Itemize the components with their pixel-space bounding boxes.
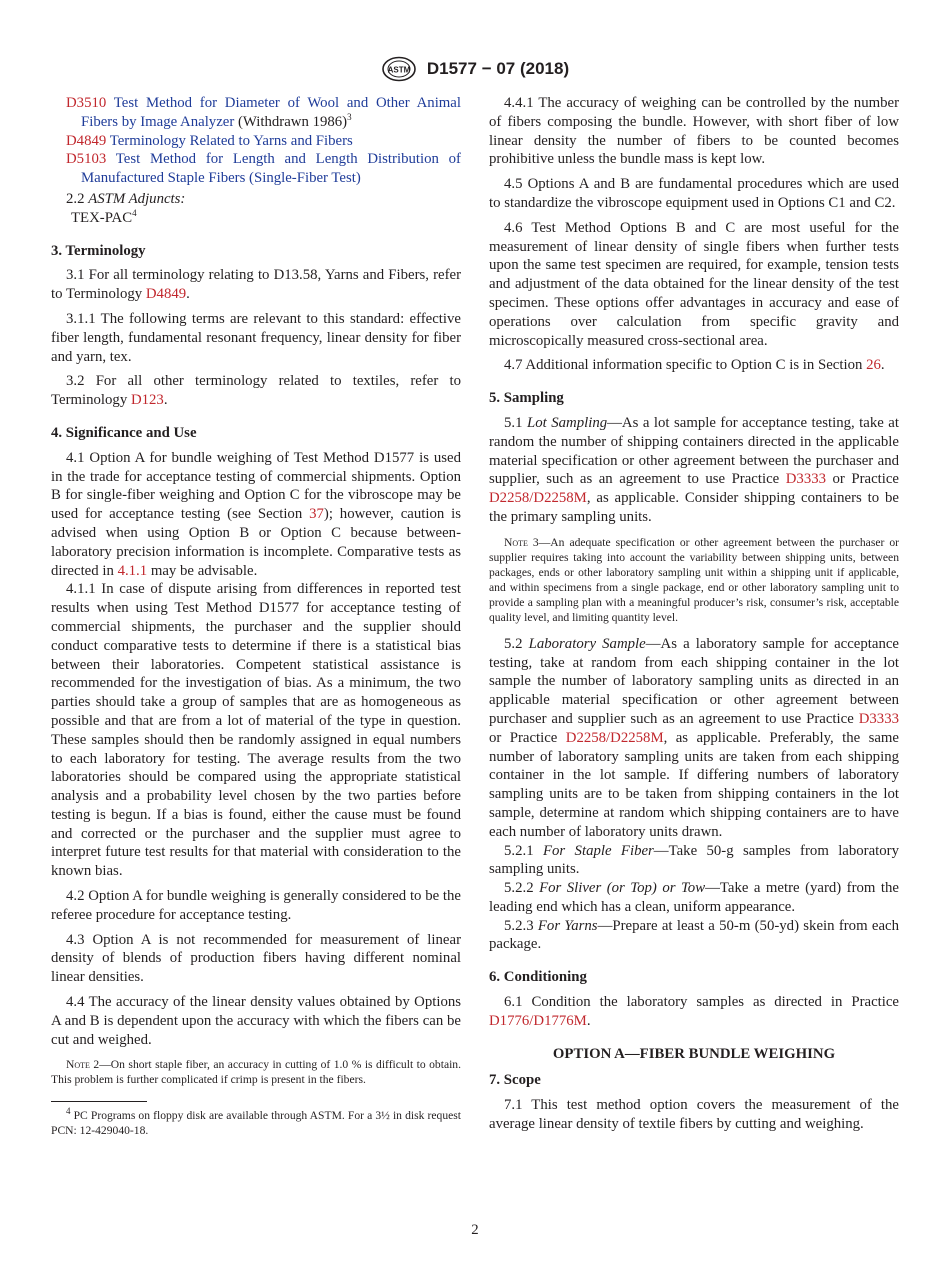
paragraph-4-6: 4.6 Test Method Options B and C are most useful for the measurement of linear density of single fibers when further tests upon the same test specimen are required, for example, tension tests and adjustment of the data obtained for the linear density of the test specimen. These options offer advantages in accuracy and ease of operations over calculation from specific gravity and microscopically measured cross-sectional area. (489, 219, 899, 349)
ref-title-link[interactable]: Test Method for Diameter of Wool and Other Animal Fibers by Image Analyzer (81, 95, 461, 130)
document-id: D1577 − 07 (2018) (426, 59, 570, 78)
adjunct-item: TEX-PAC$^4$ (71, 207, 137, 226)
paragraph-5-2-3: 5.2.3 For Yarns—Prepare at least a 50-m (50-yd) skein from each package. (489, 917, 899, 953)
reference-d4849 (66, 132, 461, 151)
paragraph-5-2-2: 5.2.2 For Sliver (or Top) or Tow—Take a metre (yard) from the leading end which has a clean, uniform appearance. (489, 880, 899, 915)
paragraph-4-4-1: 4.4.1 The accuracy of weighing can be controlled by the number of fibers composing the bundle. However, with short fiber of low linear density the number of fibers to be counted becomes prohibitive unless the bundle mass is kept low. (489, 95, 899, 168)
footnote-divider (51, 1101, 147, 1102)
ref-title-link[interactable]: Test Method for Length and Length Distribution of Manufactured Staple Fibers (Single-Fiber Test) (81, 151, 461, 187)
link-d1776[interactable]: D1776/D1776M (489, 1012, 587, 1029)
link-4-1-1[interactable]: 4.1.1 (117, 562, 148, 579)
paragraph-4-1: 4.1 Option A for bundle weighing of Test Method D1577 is used in the trade for acceptance testing of commercial shipments. Option B for single-fiber weighing and Option C for the vibroscope may be used for acceptance testing (see Section 37); however, caution is advised when using Option B or Option C because between-laboratory precision information is incomplete. Comparative tests as directed in 4.1.1 may be advisable. (51, 449, 461, 579)
reference-d3510 (66, 94, 461, 132)
paragraph-4-5: 4.5 Options A and B are fundamental procedures which are used to standardize the vibroscope equipment used in Options C1 and C2. (489, 176, 899, 211)
link-d123[interactable]: D123 (130, 392, 164, 409)
section-heading-sampling: 5. Sampling (489, 390, 564, 407)
link-d2258[interactable]: D2258/D2258M (565, 729, 664, 746)
paragraph-4-3: 4.3 Option A is not recommended for measurement of linear density of blends of production fibers having different nominal linear densities. (51, 931, 461, 986)
ref-code-link[interactable]: D4849 (66, 132, 107, 149)
ref-code-link[interactable]: D5103 (66, 151, 107, 168)
page-header (0, 56, 950, 82)
svg-text:ASTM: ASTM (387, 65, 411, 75)
right-column (489, 94, 899, 1140)
paragraph-4-4: 4.4 The accuracy of the linear density values obtained by Options A and B is dependent upon the accuracy with which the fibers can be cut and weighed. (51, 994, 461, 1048)
page-number: 2 (471, 1222, 479, 1238)
note-3: Note 3—An adequate specification or other agreement between the purchaser or supplier requires taking into account the variability between shipping units, between packages, ends or other laboratory sampling unit within a shipping unit if applicable, and within specimens from a single package, end or other laboratory sampling unit to provide a sampling plan with a meaningful producer’s risk, consumer’s risk, acceptable quality level, and limiting quantity level. (489, 535, 899, 624)
paragraph-3-1: 3.1 For all terminology relating to D13.58, Yarns and Fibers, refer to Terminology D4849. (51, 267, 461, 303)
paragraph-5-2: 5.2 Laboratory Sample—As a laboratory sample for acceptance testing, take at random from each shipping container in the lot sample the number of laboratory sampling units as directed in an applicable material specification or other agreement between purchaser and supplier such as an agreement to use Practice D3333 or Practice D2258/D2258M, as applicable. Preferably, the same number of laboratory sampling units are taken from each shipping container in the lot sample. If differing numbers of laboratory sampling units are to be taken from shipping containers in the lot sample, determine at random which shipping containers are to have each number of laboratory units drawn. (489, 635, 899, 840)
paragraph-6-1: 6.1 Condition the laboratory samples as directed in Practice D1776/D1776M. (489, 994, 899, 1029)
paragraph-3-1-1: 3.1.1 The following terms are relevant to this standard: effective fiber length, fundamental resonant frequency, linear density for fiber and yarn, tex. (51, 310, 461, 365)
link-d2258[interactable]: D2258/D2258M (489, 490, 587, 507)
section-heading-scope: 7. Scope (489, 1072, 541, 1089)
left-column (51, 94, 461, 1138)
note-2: Note 2—On short staple fiber, an accuracy in cutting of 1.0 % is difficult to obtain. This problem is further complicated if crimp is present in the fibers. (51, 1058, 462, 1087)
paragraph-4-2: 4.2 Option A for bundle weighing is generally considered to be the referee procedure for acceptance testing. (51, 888, 461, 923)
link-d3333[interactable]: D3333 (785, 471, 827, 488)
link-section-37[interactable]: 37 (309, 506, 324, 523)
paragraph-4-1-1: 4.1.1 In case of dispute arising from differences in reported test results when using Test Method D1577 for acceptance testing of commercial shipments, the purchaser and the supplier should conduct comparative tests to determine if there is a statistical bias between their laboratories. Competent statistical assistance is recommended for the investigation of bias. As a minimum, the two parties should take a group of samples that are as homogeneous as possible and that are from a lot of material of the type in question. These samples should then be randomly assigned in equal numbers to each laboratory for testing. The average results from the two laboratories should be compared using the appropriate statistical analysis and a probability level chosen by the two parties before testing is begun. If a bias is found, either the cause must be found and corrected or the purchaser and the supplier must agree to interpret future test results for that material with consideration to the known bias. (51, 581, 461, 880)
section-heading-terminology: 3. Terminology (51, 242, 146, 259)
link-section-26[interactable]: 26 (866, 357, 881, 374)
ref-title-link[interactable]: Terminology Related to Yarns and Fibers (109, 132, 353, 149)
section-heading-conditioning: 6. Conditioning (489, 969, 587, 986)
ref-code-link[interactable]: D3510 (66, 95, 107, 111)
paragraph-5-1: 5.1 Lot Sampling—As a lot sample for acceptance testing, take at random the number of shipping containers directed in the applicable material specification or other agreement between the purchaser and supplier, such as an agreement to use Practice D3333 or Practice D2258/D2258M, as applicable. Consider shipping containers to be the primary sampling units. (489, 414, 899, 525)
option-a-heading: OPTION A—FIBER BUNDLE WEIGHING (552, 1045, 836, 1062)
link-d3333[interactable]: D3333 (858, 710, 899, 727)
astm-logo-icon (381, 56, 417, 82)
adjuncts-heading: 2.2 ASTM Adjuncts: (66, 190, 186, 207)
reference-d5103 (66, 150, 461, 188)
paragraph-7-1: 7.1 This test method option covers the measurement of the average linear density of textile fibers by cutting and weighing. (489, 1097, 899, 1133)
ref-suffix: (Withdrawn 1986) (234, 113, 348, 130)
link-d4849[interactable]: D4849 (145, 286, 187, 303)
section-heading-significance: 4. Significance and Use (51, 424, 197, 441)
paragraph-5-2-1: 5.2.1 For Staple Fiber—Take 50-g samples from laboratory sampling units. (489, 842, 900, 878)
footnote-4: $^4$ PC Programs on floppy disk are available through ASTM. For a 3½ in disk request PCN: 12-429040-18. (51, 1106, 461, 1138)
paragraph-3-2: 3.2 For all other terminology related to textiles, refer to Terminology D123. (51, 373, 461, 409)
paragraph-4-7: 4.7 Additional information specific to Option C is in Section 26. (504, 357, 885, 374)
footnote-ref: 3 (347, 111, 352, 122)
